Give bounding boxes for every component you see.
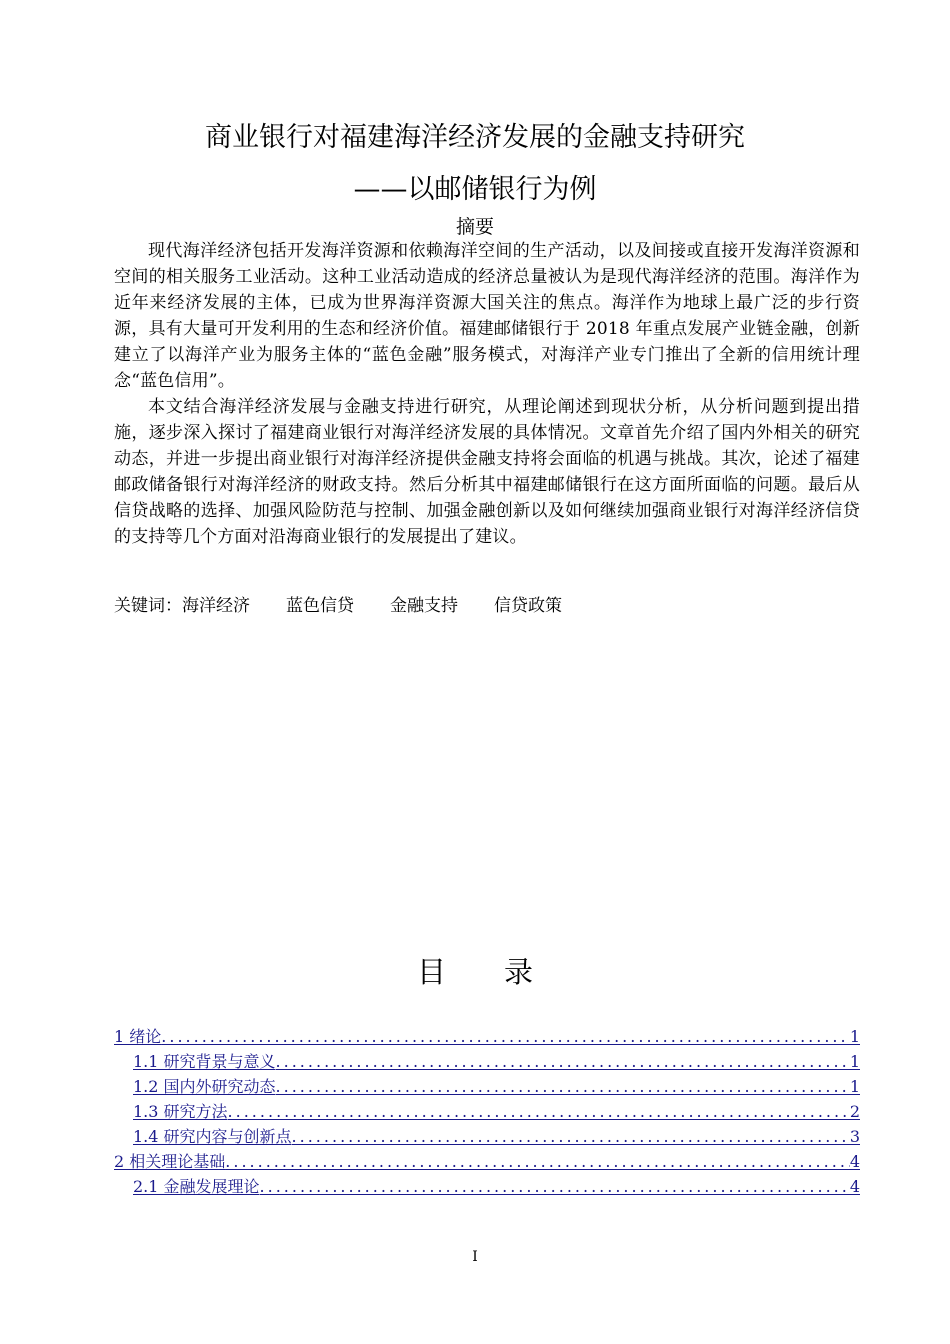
toc-entry-1-1-background[interactable] bbox=[114, 1049, 860, 1074]
keyword: 金融支持 bbox=[390, 596, 458, 616]
toc-entry-page: 4 bbox=[849, 1177, 860, 1196]
toc-entry-label: 2.1 金融发展理论 bbox=[133, 1177, 260, 1196]
toc-entry-page: 4 bbox=[849, 1152, 860, 1171]
toc-entry-page: 1 bbox=[849, 1077, 860, 1096]
toc-title bbox=[0, 952, 950, 992]
toc-entry-1-introduction[interactable] bbox=[114, 1024, 860, 1049]
toc-entry-page: 1 bbox=[849, 1027, 860, 1046]
toc-entry-page: 2 bbox=[849, 1102, 860, 1121]
document-title: 商业银行对福建海洋经济发展的金融支持研究 bbox=[205, 122, 745, 153]
keywords-label: 关键词： bbox=[114, 596, 182, 616]
toc-entry-label: 1.2 国内外研究动态 bbox=[133, 1077, 276, 1096]
toc-leader-dots bbox=[225, 1149, 850, 1174]
toc-entry-label: 1.3 研究方法 bbox=[133, 1102, 228, 1121]
page-number: I bbox=[472, 1249, 478, 1265]
abstract-heading: 摘要 bbox=[455, 216, 494, 238]
toc-title-char: 录 bbox=[504, 955, 534, 989]
toc-leader-dots bbox=[276, 1074, 850, 1099]
toc-leader-dots bbox=[161, 1024, 850, 1049]
keyword: 海洋经济 bbox=[182, 596, 250, 616]
toc-entry-label: 1.1 研究背景与意义 bbox=[133, 1052, 276, 1071]
toc-entry-1-2-research-status[interactable] bbox=[114, 1074, 860, 1099]
toc-entry-1-3-methods[interactable] bbox=[114, 1099, 860, 1124]
toc-leader-dots bbox=[292, 1124, 850, 1149]
toc-entry-label: 1.4 研究内容与创新点 bbox=[133, 1127, 292, 1146]
abstract-paragraph: 现代海洋经济包括开发海洋资源和依赖海洋空间的生产活动，以及间接或直接开发海洋资源和空间的相关服务工业活动。这种工业活动造成的经济总量被认为是现代海洋经济的范围。海洋作为近年来经济发展的主体，已成为世界海洋资源大国关注的焦点。海洋作为地球上最广泛的步行资源，具有大量可开发利用的生态和经济价值。福建邮储银行于 2018 年重点发展产业链金融，创新建立了以海洋产业为服务主体的“蓝色金融”服务模式，对海洋产业专门推出了全新的信用统计理念“蓝色信用”。 bbox=[114, 241, 860, 391]
toc-entry-label: 1 绪论 bbox=[114, 1027, 162, 1046]
toc-entry-label: 2 相关理论基础 bbox=[114, 1152, 226, 1171]
toc-leader-dots bbox=[260, 1174, 850, 1199]
document-subtitle: ——以邮储银行为例 bbox=[353, 174, 597, 205]
keywords-line bbox=[114, 594, 598, 618]
keyword: 蓝色信贷 bbox=[286, 596, 354, 616]
toc-entry-2-theory[interactable] bbox=[114, 1149, 860, 1174]
toc-title-char: 目 bbox=[416, 955, 446, 989]
abstract-paragraph: 本文结合海洋经济发展与金融支持进行研究，从理论阐述到现状分析，从分析问题到提出措施，逐步深入探讨了福建商业银行对海洋经济发展的具体情况。文章首先介绍了国内外相关的研究动态，并进一步提出商业银行对海洋经济提供金融支持将会面临的机遇与挑战。其次，论述了福建邮政储备银行对海洋经济的财政支持。然后分析其中福建邮储银行在这方面所面临的问题。最后从信贷战略的选择、加强风险防范与控制、加强金融创新以及如何继续加强商业银行对海洋经济信贷的支持等几个方面对沿海商业银行的发展提出了建议。 bbox=[114, 397, 860, 547]
toc-leader-dots bbox=[228, 1099, 850, 1124]
toc-entry-1-4-content-innovation[interactable] bbox=[114, 1124, 860, 1149]
keyword: 信贷政策 bbox=[494, 596, 562, 616]
toc-entry-page: 1 bbox=[849, 1052, 860, 1071]
toc-entry-page: 3 bbox=[849, 1127, 860, 1146]
toc-leader-dots bbox=[276, 1049, 850, 1074]
table-of-contents bbox=[114, 1024, 860, 1199]
abstract-body bbox=[114, 238, 860, 550]
toc-entry-2-1-financial-theory[interactable] bbox=[114, 1174, 860, 1199]
